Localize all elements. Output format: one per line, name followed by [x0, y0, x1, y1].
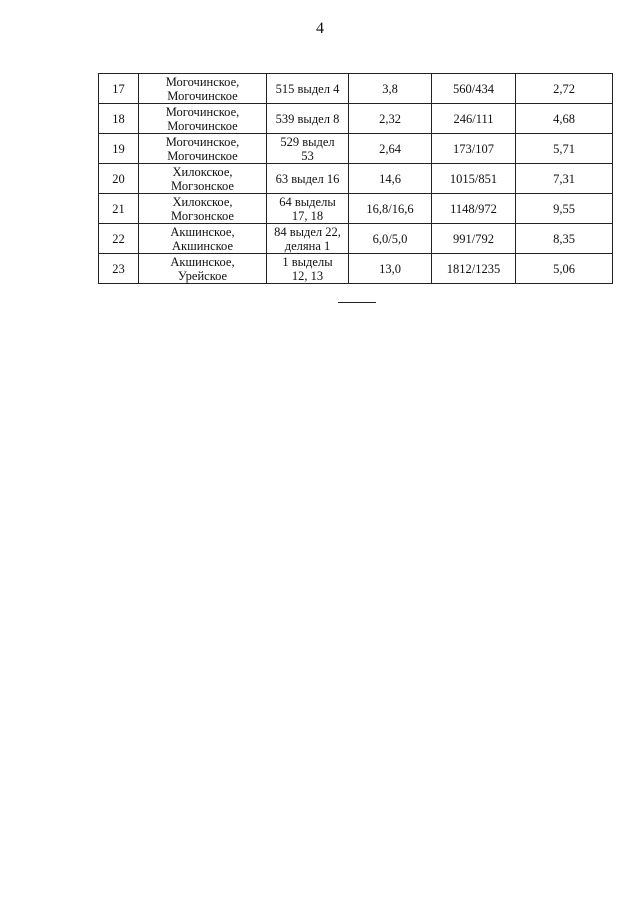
- quarter-allotment-cell: 63 выдел 16: [267, 164, 349, 194]
- value-cell: 9,55: [516, 194, 613, 224]
- table-row: [99, 194, 613, 224]
- quarter-allotment-cell: 515 выдел 4: [267, 74, 349, 104]
- table-row: [99, 224, 613, 254]
- table-row: [99, 74, 613, 104]
- forestry-district-cell: Могочинское, Могочинское: [139, 74, 267, 104]
- table-row: [99, 134, 613, 164]
- area-cell: 14,6: [349, 164, 432, 194]
- end-of-document-rule: [338, 302, 376, 303]
- forestry-district-cell: Акшинское, Урейское: [139, 254, 267, 284]
- value-cell: 8,35: [516, 224, 613, 254]
- value-cell: 5,71: [516, 134, 613, 164]
- forestry-district-cell: Могочинское, Могочинское: [139, 104, 267, 134]
- area-cell: 6,0/5,0: [349, 224, 432, 254]
- value-cell: 7,31: [516, 164, 613, 194]
- row-number-cell: 22: [99, 224, 139, 254]
- quarter-allotment-cell: 529 выдел 53: [267, 134, 349, 164]
- forestry-district-cell: Хилокское, Могзонское: [139, 164, 267, 194]
- forestry-district-cell: Могочинское, Могочинское: [139, 134, 267, 164]
- row-number-cell: 18: [99, 104, 139, 134]
- forestry-district-cell: Акшинское, Акшинское: [139, 224, 267, 254]
- value-cell: 5,06: [516, 254, 613, 284]
- volume-cell: 173/107: [432, 134, 516, 164]
- volume-cell: 991/792: [432, 224, 516, 254]
- area-cell: 2,32: [349, 104, 432, 134]
- row-number-cell: 21: [99, 194, 139, 224]
- row-number-cell: 19: [99, 134, 139, 164]
- page-number: 4: [316, 20, 324, 37]
- row-number-cell: 17: [99, 74, 139, 104]
- value-cell: 4,68: [516, 104, 613, 134]
- table-body: [99, 74, 613, 284]
- area-cell: 13,0: [349, 254, 432, 284]
- volume-cell: 1015/851: [432, 164, 516, 194]
- table-row: [99, 164, 613, 194]
- area-cell: 3,8: [349, 74, 432, 104]
- quarter-allotment-cell: 84 выдел 22, деляна 1: [267, 224, 349, 254]
- quarter-allotment-cell: 64 выделы 17, 18: [267, 194, 349, 224]
- forestry-district-cell: Хилокское, Могзонское: [139, 194, 267, 224]
- row-number-cell: 20: [99, 164, 139, 194]
- area-cell: 2,64: [349, 134, 432, 164]
- volume-cell: 1812/1235: [432, 254, 516, 284]
- value-cell: 2,72: [516, 74, 613, 104]
- quarter-allotment-cell: 539 выдел 8: [267, 104, 349, 134]
- table-row: [99, 104, 613, 134]
- volume-cell: 560/434: [432, 74, 516, 104]
- forest-plots-table: [98, 73, 613, 284]
- volume-cell: 1148/972: [432, 194, 516, 224]
- row-number-cell: 23: [99, 254, 139, 284]
- volume-cell: 246/111: [432, 104, 516, 134]
- area-cell: 16,8/16,6: [349, 194, 432, 224]
- table-row: [99, 254, 613, 284]
- quarter-allotment-cell: 1 выделы 12, 13: [267, 254, 349, 284]
